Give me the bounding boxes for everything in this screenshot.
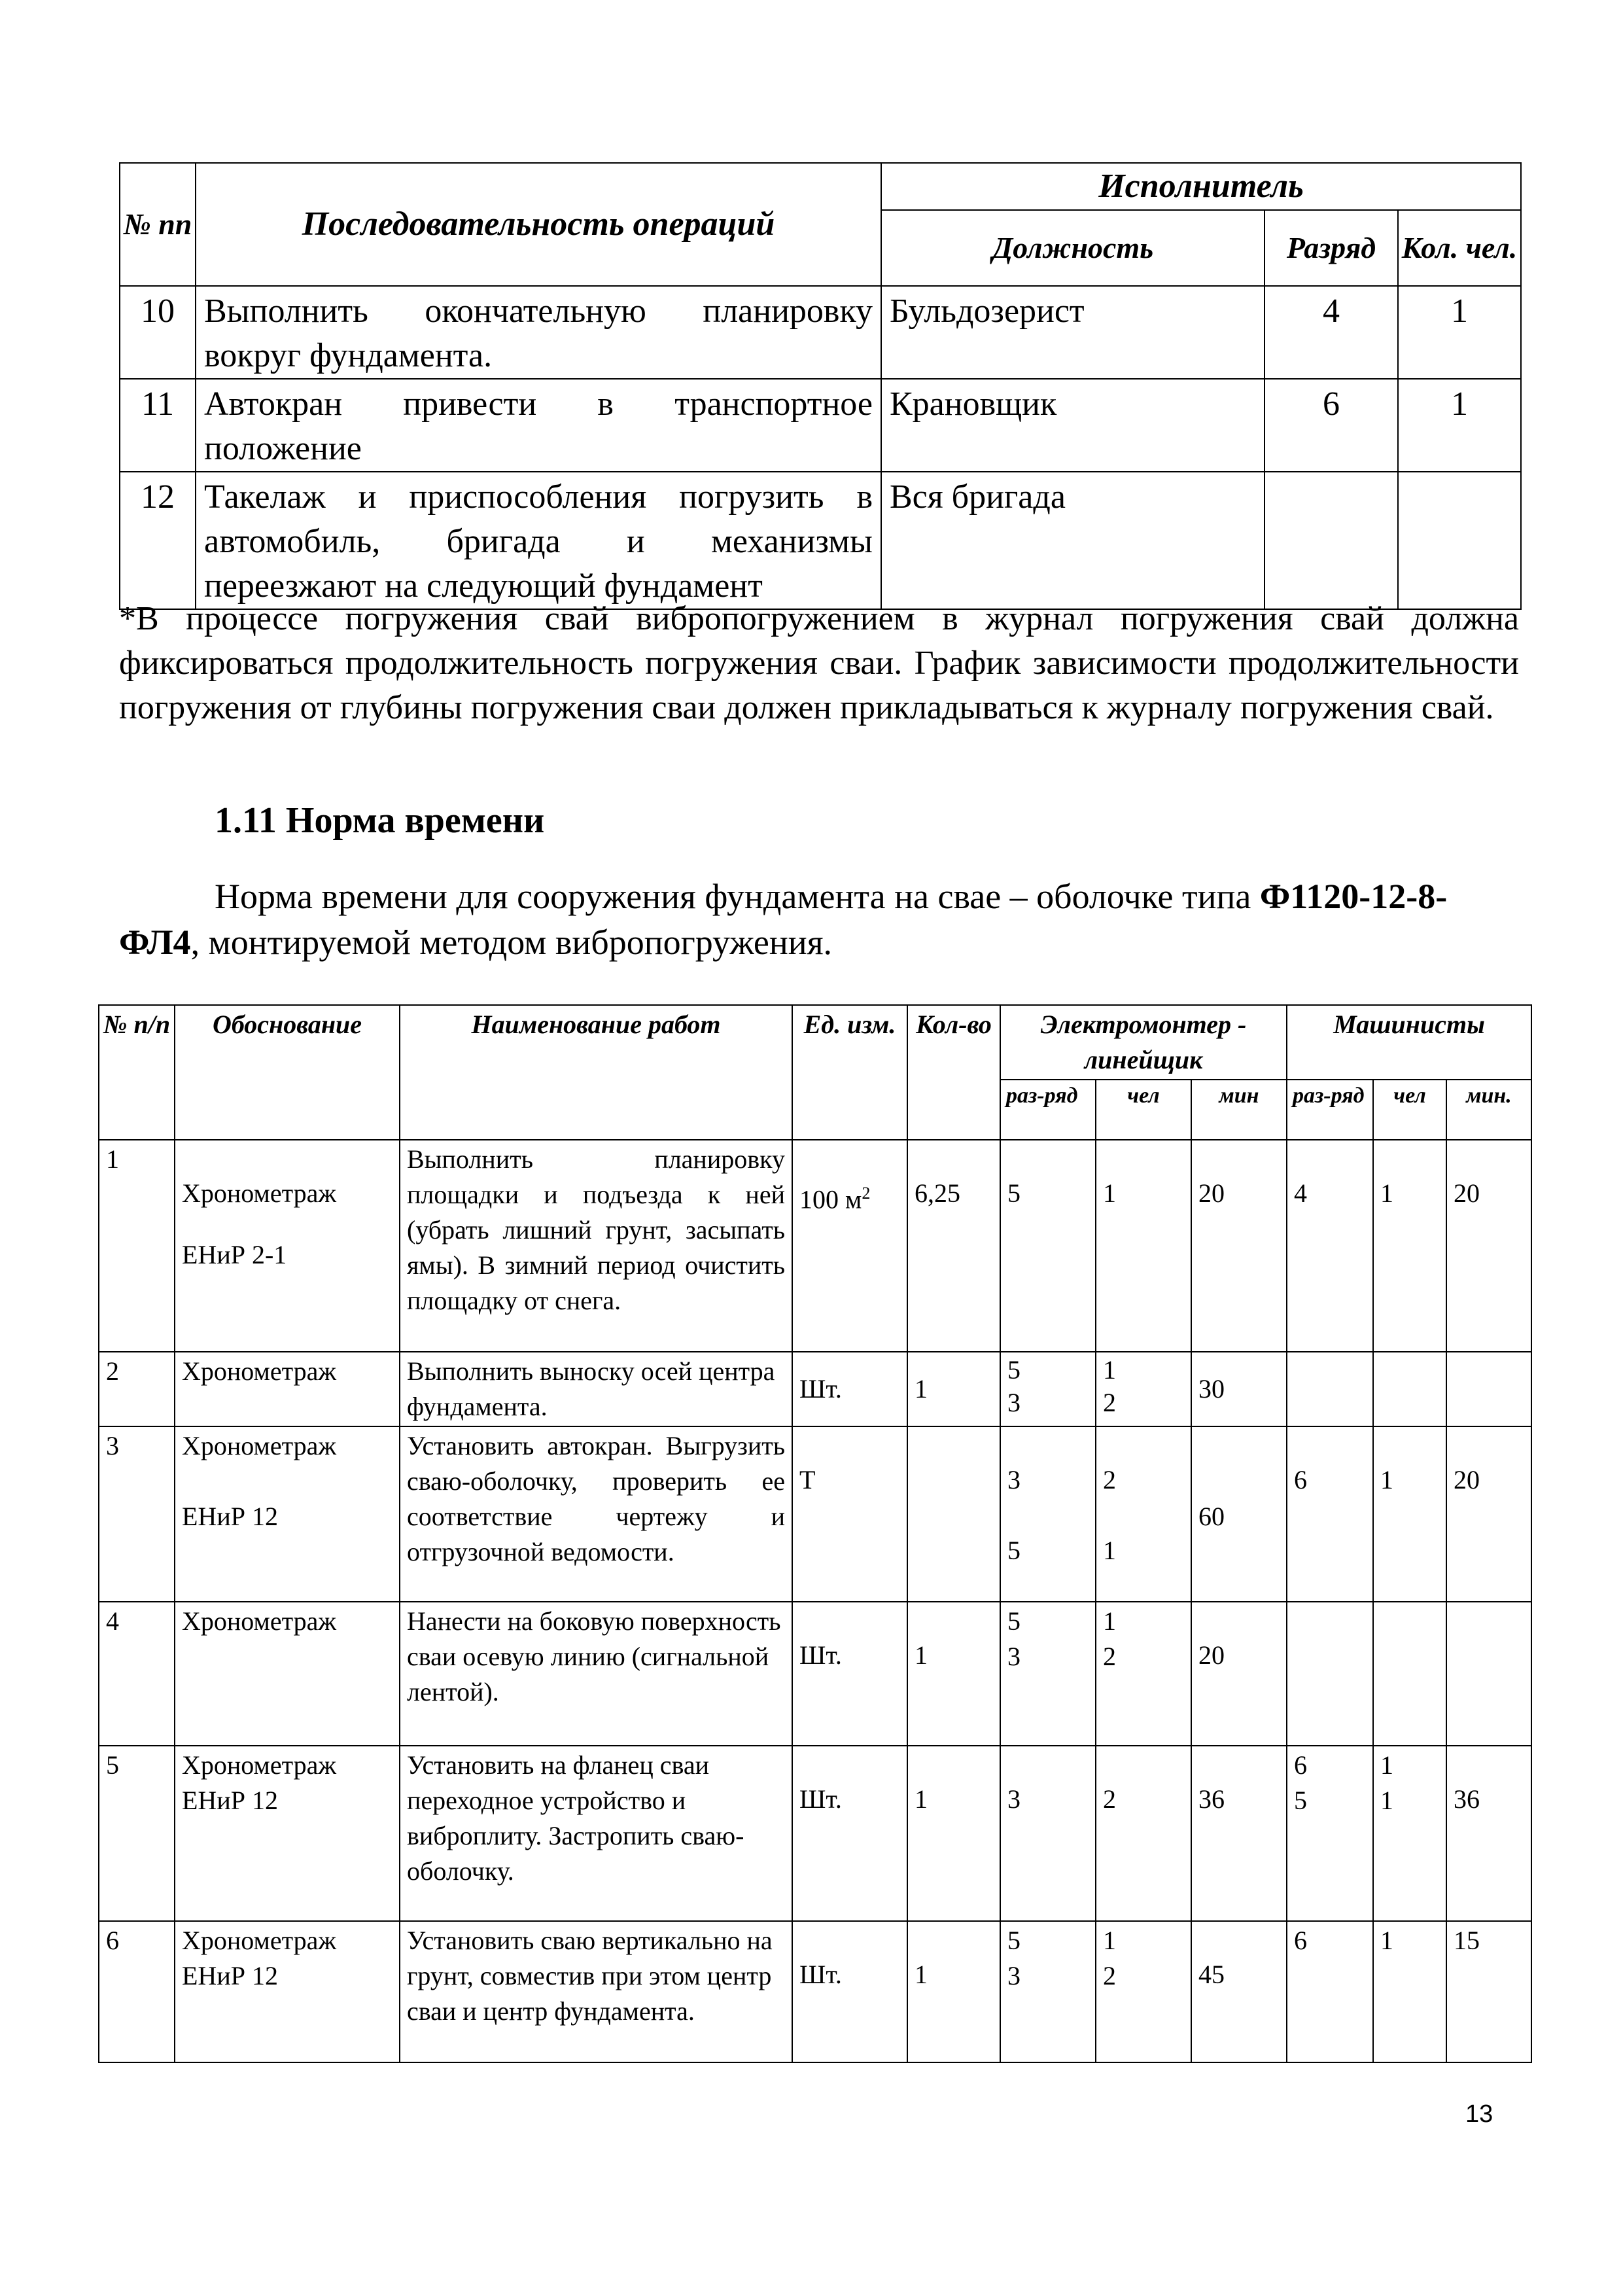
header-count: Кол. чел. <box>1398 210 1521 286</box>
row-e-min: 20 <box>1191 1602 1287 1746</box>
row-m-people <box>1373 1140 1446 1352</box>
row-e-people <box>1096 1140 1191 1352</box>
row-basis <box>175 1426 400 1602</box>
value-line: 3 <box>1007 1642 1021 1671</box>
row-e-people <box>1096 1352 1191 1426</box>
value-line: 1 <box>1103 1355 1116 1385</box>
value-line: 5 <box>1007 1178 1021 1208</box>
unit-superscript: 2 <box>862 1184 871 1203</box>
row-e-min: 60 <box>1191 1426 1287 1602</box>
row-e-min: 45 <box>1191 1921 1287 2062</box>
header-position: Должность <box>881 210 1265 286</box>
table-row <box>99 1426 1531 1602</box>
row-basis: Хронометраж <box>175 1352 400 1426</box>
intro-text-after: , монтируемой методом вибропогружения. <box>190 923 833 962</box>
header-operators: Машинисты <box>1287 1005 1531 1080</box>
row-grade: 4 <box>1265 286 1398 379</box>
header-operations: Последовательность операций <box>196 163 881 286</box>
header-unit: Ед. изм. <box>792 1005 907 1140</box>
row-num: 3 <box>99 1426 175 1602</box>
row-num: 5 <box>99 1746 175 1921</box>
row-position: Крановщик <box>881 379 1265 472</box>
value-line: 1 <box>1103 1178 1116 1208</box>
basis-line: Хронометраж <box>182 1178 336 1208</box>
basis-line: Хронометраж <box>182 1431 336 1460</box>
header-work: Наименование работ <box>400 1005 792 1140</box>
table-row <box>99 1602 1531 1746</box>
row-qty: 1 <box>907 1352 1000 1426</box>
table-row <box>99 1140 1531 1352</box>
row-operation: Автокран привести в транспортное положение <box>196 379 881 472</box>
page-number: 13 <box>1465 2100 1493 2128</box>
header-e-people: чел <box>1096 1080 1191 1140</box>
row-qty: 6,25 <box>907 1140 1000 1352</box>
value-line: 5 <box>1007 1355 1021 1385</box>
header-e-grade: раз-ряд <box>1000 1080 1096 1140</box>
row-num: 1 <box>99 1140 175 1352</box>
table-row <box>120 379 1521 472</box>
row-m-min: 20 <box>1446 1426 1531 1602</box>
header-grade: Разряд <box>1265 210 1398 286</box>
row-num: 6 <box>99 1921 175 2062</box>
value-line: 1 <box>1380 1178 1394 1208</box>
row-count: 1 <box>1398 286 1521 379</box>
value-line: 1 <box>1103 1536 1116 1565</box>
row-work: Выполнить выноску осей центра фундамента. <box>400 1352 792 1426</box>
row-work: Установить сваю вертикально на грунт, совместив при этом центр сваи и центр фундамента. <box>400 1921 792 2062</box>
row-qty: 1 <box>907 1921 1000 2062</box>
header-num: № пп <box>120 163 196 286</box>
row-basis <box>175 1921 400 2062</box>
header-num: № п/п <box>99 1005 175 1140</box>
row-e-min: 20 <box>1191 1140 1287 1352</box>
value-line: 5 <box>1007 1926 1021 1955</box>
row-num: 10 <box>120 286 196 379</box>
row-unit: Шт. <box>792 1921 907 2062</box>
row-basis: Хронометраж <box>175 1602 400 1746</box>
row-operation: Выполнить окончательную планировку вокруг фундамента. <box>196 286 881 379</box>
basis-line: ЕНиР 12 <box>182 1502 278 1531</box>
value-line: 6 <box>1294 1926 1308 1955</box>
row-m-min <box>1446 1602 1531 1746</box>
value-line: 3 <box>1007 1961 1021 1990</box>
basis-line: Хронометраж <box>182 1926 336 1955</box>
row-grade: 6 <box>1265 379 1398 472</box>
section-heading: 1.11 Норма времени <box>215 800 545 841</box>
header-e-min: мин <box>1191 1080 1287 1140</box>
value-line: 3 <box>1007 1784 1021 1814</box>
row-m-grade <box>1287 1426 1373 1602</box>
row-position: Бульдозерист <box>881 286 1265 379</box>
table-row <box>99 1746 1531 1921</box>
header-m-grade: раз-ряд <box>1287 1080 1373 1140</box>
table-row <box>120 286 1521 379</box>
row-qty: 1 <box>907 1746 1000 1921</box>
value-line: 2 <box>1103 1642 1116 1671</box>
row-m-people <box>1373 1921 1446 2062</box>
row-m-people <box>1373 1602 1446 1746</box>
row-m-grade <box>1287 1746 1373 1921</box>
row-unit: Шт. <box>792 1746 907 1921</box>
row-num: 2 <box>99 1352 175 1426</box>
operations-table <box>119 162 1522 610</box>
header-m-people: чел <box>1373 1080 1446 1140</box>
table-row <box>120 472 1521 609</box>
header-executor: Исполнитель <box>881 163 1521 210</box>
value-line: 6 <box>1294 1750 1308 1780</box>
note-paragraph: *В процессе погружения свай вибропогружением в журнал погружения свай должна фиксироваться продолжительность погружения сваи. График зависимости продолжительности погружения от глубины погружения сваи должен прикладываться к журналу погружения свай. <box>119 600 1519 726</box>
basis-line: Хронометраж <box>182 1750 336 1780</box>
value-line: 5 <box>1294 1786 1308 1815</box>
row-m-min <box>1446 1352 1531 1426</box>
row-e-grade <box>1000 1352 1096 1426</box>
intro-text-before: Норма времени для сооружения фундамента на свае – оболочке типа <box>215 877 1260 916</box>
row-num: 4 <box>99 1602 175 1746</box>
row-e-grade <box>1000 1140 1096 1352</box>
value-line: 2 <box>1103 1465 1116 1494</box>
row-m-grade <box>1287 1140 1373 1352</box>
row-work: Выполнить планировку площадки и подъезда к ней (убрать лишний грунт, засыпать ямы). В зимний период очистить площадку от снега. <box>400 1140 792 1352</box>
row-qty <box>907 1426 1000 1602</box>
row-unit: Шт. <box>792 1352 907 1426</box>
time-norm-table <box>98 1004 1532 2063</box>
row-e-people <box>1096 1602 1191 1746</box>
value-line: 6 <box>1294 1465 1308 1494</box>
row-grade <box>1265 472 1398 609</box>
row-e-grade <box>1000 1921 1096 2062</box>
row-basis <box>175 1746 400 1921</box>
value-line: 1 <box>1380 1750 1394 1780</box>
foundation-type-code: Ф1120-12-8- ФЛ4 <box>119 877 1448 962</box>
row-m-min: 15 <box>1446 1921 1531 2062</box>
row-e-min: 30 <box>1191 1352 1287 1426</box>
row-m-min: 20 <box>1446 1140 1531 1352</box>
row-work: Нанести на боковую поверхность сваи осевую линию (сигнальной лентой). <box>400 1602 792 1746</box>
value-line: 1 <box>1380 1786 1394 1815</box>
value-line: 2 <box>1103 1388 1116 1417</box>
basis-line: ЕНиР 12 <box>182 1961 278 1990</box>
unit-text: 100 м <box>799 1184 862 1214</box>
value-line: 1 <box>1103 1926 1116 1955</box>
row-unit: Т <box>792 1426 907 1602</box>
value-line: 2 <box>1103 1961 1116 1990</box>
row-count <box>1398 472 1521 609</box>
row-e-people <box>1096 1921 1191 2062</box>
row-work: Установить автокран. Выгрузить сваю-оболочку, проверить ее соответствие чертежу и отгрузочной ведомости. <box>400 1426 792 1602</box>
row-unit <box>792 1140 907 1352</box>
row-unit: Шт. <box>792 1602 907 1746</box>
header-basis: Обоснование <box>175 1005 400 1140</box>
row-qty: 1 <box>907 1602 1000 1746</box>
row-operation: Такелаж и приспособления погрузить в автомобиль, бригада и механизмы переезжают на следующий фундамент <box>196 472 881 609</box>
header-m-min: мин. <box>1446 1080 1531 1140</box>
row-m-grade <box>1287 1352 1373 1426</box>
value-line: 1 <box>1103 1606 1116 1636</box>
value-line: 5 <box>1007 1536 1021 1565</box>
row-work: Установить на фланец сваи переходное устройство и виброплиту. Застропить сваю-оболочку. <box>400 1746 792 1921</box>
row-m-people <box>1373 1352 1446 1426</box>
row-num: 11 <box>120 379 196 472</box>
header-electrician: Электромонтер - линейщик <box>1000 1005 1287 1080</box>
value-line: 2 <box>1103 1784 1116 1814</box>
row-e-grade <box>1000 1746 1096 1921</box>
row-position: Вся бригада <box>881 472 1265 609</box>
row-m-grade <box>1287 1921 1373 2062</box>
row-m-people <box>1373 1746 1446 1921</box>
row-e-grade <box>1000 1426 1096 1602</box>
row-m-grade <box>1287 1602 1373 1746</box>
row-m-people <box>1373 1426 1446 1602</box>
row-e-min: 36 <box>1191 1746 1287 1921</box>
row-num: 12 <box>120 472 196 609</box>
basis-line: ЕНиР 2-1 <box>182 1240 287 1269</box>
row-basis <box>175 1140 400 1352</box>
table-row <box>99 1352 1531 1426</box>
value-line: 3 <box>1007 1465 1021 1494</box>
value-line: 5 <box>1007 1606 1021 1636</box>
basis-line: ЕНиР 12 <box>182 1786 278 1815</box>
row-e-people <box>1096 1426 1191 1602</box>
value-line: 1 <box>1380 1926 1394 1955</box>
table-row <box>99 1921 1531 2062</box>
row-m-min: 36 <box>1446 1746 1531 1921</box>
header-qty: Кол-во <box>907 1005 1000 1140</box>
intro-paragraph <box>119 874 1506 965</box>
row-count: 1 <box>1398 379 1521 472</box>
row-e-people <box>1096 1746 1191 1921</box>
value-line: 1 <box>1380 1465 1394 1494</box>
value-line: 3 <box>1007 1388 1021 1417</box>
row-e-grade <box>1000 1602 1096 1746</box>
value-line: 4 <box>1294 1178 1308 1208</box>
